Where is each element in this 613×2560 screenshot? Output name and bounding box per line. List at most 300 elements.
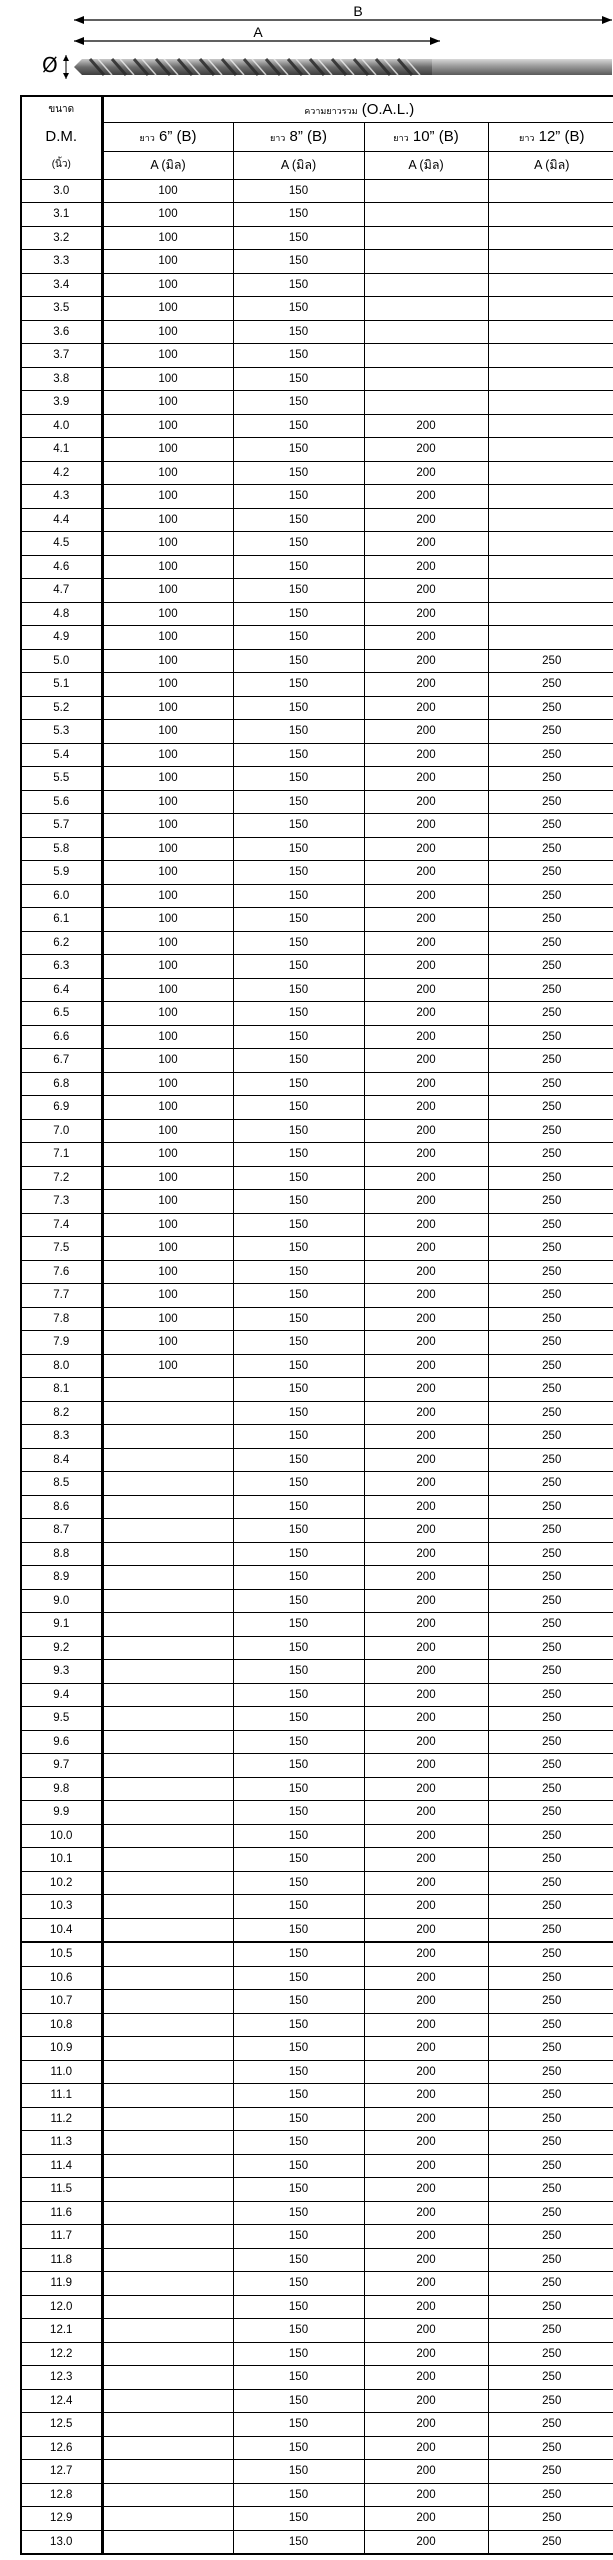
length-12-cell: 250: [488, 1425, 613, 1449]
length-6-cell: 100: [102, 579, 233, 603]
length-6-cell: 100: [102, 1096, 233, 1120]
length-12-cell: [488, 461, 613, 485]
length-8-cell: 150: [233, 1990, 364, 2014]
length-8-cell: 150: [233, 743, 364, 767]
length-6-cell: 100: [102, 931, 233, 955]
length-12-cell: [488, 273, 613, 297]
length-12-cell: 250: [488, 1730, 613, 1754]
length-12-cell: 250: [488, 931, 613, 955]
length-6-cell: 100: [102, 1213, 233, 1237]
length-6-cell: 100: [102, 837, 233, 861]
length-12-cell: 250: [488, 1824, 613, 1848]
length-6-cell: [102, 2225, 233, 2249]
length-12-cell: 250: [488, 1519, 613, 1543]
size-cell: 10.7: [21, 1990, 102, 2014]
length-10-cell: 200: [364, 508, 488, 532]
length-12-cell: 250: [488, 2178, 613, 2202]
length-6-cell: 100: [102, 884, 233, 908]
length-8-cell: 150: [233, 1942, 364, 1966]
length-6-cell: [102, 1660, 233, 1684]
size-cell: 12.5: [21, 2413, 102, 2437]
length-6-cell: 100: [102, 955, 233, 979]
table-row: [21, 1871, 613, 1895]
length-6-cell: [102, 2248, 233, 2272]
length-6-cell: [102, 2460, 233, 2484]
table-row: [21, 1918, 613, 1942]
length-8-cell: 150: [233, 1002, 364, 1026]
size-cell: 9.8: [21, 1777, 102, 1801]
length-6-cell: [102, 1871, 233, 1895]
length-6-cell: [102, 2107, 233, 2131]
diameter-line: [63, 55, 69, 79]
table-row: [21, 1824, 613, 1848]
length-10-cell: [364, 179, 488, 203]
unit-header: (นิ้ว): [21, 151, 102, 179]
length-8-cell: 150: [233, 2131, 364, 2155]
length-12-cell: 250: [488, 2060, 613, 2084]
table-row: [21, 2483, 613, 2507]
length-6-cell: [102, 2530, 233, 2554]
length-8-cell: 150: [233, 297, 364, 321]
length-6-cell: 100: [102, 696, 233, 720]
length-8-cell: 150: [233, 2389, 364, 2413]
length-10-cell: 200: [364, 1801, 488, 1825]
length-12-cell: [488, 344, 613, 368]
length-8-cell: 150: [233, 1777, 364, 1801]
table-row: [21, 508, 613, 532]
size-cell: 10.3: [21, 1895, 102, 1919]
length-6-cell: 100: [102, 1072, 233, 1096]
length-12-cell: 250: [488, 1237, 613, 1261]
length-8-cell: 150: [233, 908, 364, 932]
drill-bit-image: [74, 59, 612, 75]
length-6-cell: 100: [102, 767, 233, 791]
length-6-cell: [102, 1472, 233, 1496]
sub-a-header: A (มิล): [364, 151, 488, 179]
length-12-cell: 250: [488, 1472, 613, 1496]
length-10-cell: 200: [364, 861, 488, 885]
length-8-cell: 150: [233, 2460, 364, 2484]
size-cell: 5.8: [21, 837, 102, 861]
diameter-symbol: Ø: [42, 53, 58, 77]
length-10-cell: 200: [364, 2295, 488, 2319]
length-12-cell: 250: [488, 2154, 613, 2178]
length-6-cell: 100: [102, 250, 233, 274]
length-6-cell: [102, 1542, 233, 1566]
length-8-cell: 150: [233, 1401, 364, 1425]
length-6-cell: [102, 2178, 233, 2202]
length-12-cell: [488, 626, 613, 650]
length-12-cell: 250: [488, 1613, 613, 1637]
table-row: [21, 367, 613, 391]
length-12-cell: 250: [488, 2107, 613, 2131]
length-6-cell: [102, 1895, 233, 1919]
length-8-cell: 150: [233, 414, 364, 438]
length-6-cell: 100: [102, 908, 233, 932]
length-8-cell: 150: [233, 1260, 364, 1284]
table-row: [21, 1707, 613, 1731]
table-row: [21, 1331, 613, 1355]
length-10-cell: 200: [364, 1871, 488, 1895]
size-cell: 5.4: [21, 743, 102, 767]
length-6-cell: [102, 1707, 233, 1731]
length-6-cell: [102, 1495, 233, 1519]
length-10-cell: [364, 367, 488, 391]
length-8-cell: 150: [233, 203, 364, 227]
size-cell: 3.9: [21, 391, 102, 415]
length-10-cell: 200: [364, 1495, 488, 1519]
length-12-cell: 250: [488, 861, 613, 885]
length-8-cell: 150: [233, 2483, 364, 2507]
size-cell: 11.6: [21, 2201, 102, 2225]
length-10-cell: 200: [364, 579, 488, 603]
length-6-cell: [102, 2013, 233, 2037]
length-8-cell: 150: [233, 2154, 364, 2178]
length-10-cell: 200: [364, 1354, 488, 1378]
length-6-cell: 100: [102, 1190, 233, 1214]
length-12-cell: 250: [488, 790, 613, 814]
size-cell: 11.4: [21, 2154, 102, 2178]
length-8-cell: 150: [233, 1707, 364, 1731]
length-12-cell: 250: [488, 2530, 613, 2554]
length-10-cell: 200: [364, 414, 488, 438]
length-8-cell: 150: [233, 555, 364, 579]
length-10-cell: [364, 203, 488, 227]
size-cell: 4.1: [21, 438, 102, 462]
size-cell: 11.5: [21, 2178, 102, 2202]
size-cell: 4.0: [21, 414, 102, 438]
length-12-cell: 250: [488, 767, 613, 791]
length-12-cell: 250: [488, 1166, 613, 1190]
table-row: [21, 203, 613, 227]
length-10-cell: 200: [364, 1049, 488, 1073]
length-8-cell: 150: [233, 508, 364, 532]
table-row: [21, 485, 613, 509]
length-10-cell: 200: [364, 2131, 488, 2155]
table-row: [21, 2295, 613, 2319]
length-6-cell: 100: [102, 978, 233, 1002]
length-6-cell: [102, 2483, 233, 2507]
size-cell: 5.5: [21, 767, 102, 791]
table-row: [21, 438, 613, 462]
size-cell: 3.2: [21, 226, 102, 250]
length-8-cell: 150: [233, 2201, 364, 2225]
size-cell: 11.9: [21, 2272, 102, 2296]
length-8-cell: 150: [233, 179, 364, 203]
length-12-cell: 250: [488, 1754, 613, 1778]
length-10-cell: 200: [364, 1730, 488, 1754]
table-row: [21, 344, 613, 368]
length-6-cell: [102, 1519, 233, 1543]
length-12-cell: 250: [488, 2225, 613, 2249]
length-8-cell: 150: [233, 884, 364, 908]
length-6-cell: 100: [102, 1025, 233, 1049]
length-12-cell: [488, 391, 613, 415]
length-8-cell: 150: [233, 226, 364, 250]
length-10-cell: 200: [364, 2201, 488, 2225]
length-10-cell: 200: [364, 814, 488, 838]
length-10-cell: 200: [364, 2248, 488, 2272]
table-row: [21, 2530, 613, 2554]
length-6-cell: [102, 1918, 233, 1942]
size-cell: 6.9: [21, 1096, 102, 1120]
length-8-cell: 150: [233, 2107, 364, 2131]
table-row: [21, 2037, 613, 2061]
length-12-cell: 250: [488, 2131, 613, 2155]
table-row: [21, 1636, 613, 1660]
length-12-cell: 250: [488, 743, 613, 767]
dm-header: D.M.: [21, 122, 102, 151]
length-8-cell: 150: [233, 485, 364, 509]
length-10-cell: 200: [364, 1777, 488, 1801]
length-6-cell: [102, 1636, 233, 1660]
size-cell: 9.9: [21, 1801, 102, 1825]
length-10-cell: 200: [364, 1425, 488, 1449]
size-cell: 7.9: [21, 1331, 102, 1355]
table-row: [21, 2272, 613, 2296]
table-row: [21, 1895, 613, 1919]
table-row: [21, 2131, 613, 2155]
length-12-cell: 250: [488, 720, 613, 744]
length-12-cell: [488, 226, 613, 250]
size-cell: 9.1: [21, 1613, 102, 1637]
length-10-cell: 200: [364, 1519, 488, 1543]
size-cell: 12.7: [21, 2460, 102, 2484]
length-8-cell: 150: [233, 2530, 364, 2554]
size-cell: 12.4: [21, 2389, 102, 2413]
table-row: [21, 2154, 613, 2178]
length-10-cell: 200: [364, 1119, 488, 1143]
length-12-cell: 250: [488, 2272, 613, 2296]
size-cell: 7.3: [21, 1190, 102, 1214]
length-12-cell: 250: [488, 1801, 613, 1825]
length-10-cell: 200: [364, 2342, 488, 2366]
length-6-cell: [102, 2131, 233, 2155]
size-cell: 8.1: [21, 1378, 102, 1402]
table-row: [21, 2342, 613, 2366]
length-12-cell: 250: [488, 1378, 613, 1402]
table-row: [21, 2178, 613, 2202]
length-10-cell: 200: [364, 2460, 488, 2484]
length-8-cell: 150: [233, 344, 364, 368]
length-10-cell: 200: [364, 649, 488, 673]
length-6-cell: [102, 1589, 233, 1613]
table-row: [21, 1143, 613, 1167]
length-10-cell: 200: [364, 2178, 488, 2202]
size-cell: 10.9: [21, 2037, 102, 2061]
table-row: [21, 2084, 613, 2108]
size-cell: 13.0: [21, 2530, 102, 2554]
length-6-cell: [102, 2201, 233, 2225]
size-cell: 3.5: [21, 297, 102, 321]
length-10-cell: 200: [364, 438, 488, 462]
length-8-cell: 150: [233, 696, 364, 720]
length-6-cell: [102, 2366, 233, 2390]
length-10-cell: 200: [364, 1707, 488, 1731]
length-6-cell: 100: [102, 1166, 233, 1190]
length-6-cell: [102, 1801, 233, 1825]
length-10-cell: [364, 250, 488, 274]
table-row: [21, 1660, 613, 1684]
table-row: [21, 179, 613, 203]
length-8-cell: 150: [233, 1636, 364, 1660]
length-8-cell: 150: [233, 2295, 364, 2319]
length-6-cell: [102, 1966, 233, 1990]
length-10-cell: 200: [364, 767, 488, 791]
length-8-cell: 150: [233, 626, 364, 650]
length-12-cell: 250: [488, 1683, 613, 1707]
length-8-cell: 150: [233, 1871, 364, 1895]
length-8-cell: 150: [233, 1119, 364, 1143]
table-row: [21, 2436, 613, 2460]
table-row: [21, 532, 613, 556]
length-12-cell: 250: [488, 1213, 613, 1237]
length-10-cell: 200: [364, 1542, 488, 1566]
length-8-cell: 150: [233, 1519, 364, 1543]
length-12-cell: [488, 320, 613, 344]
length-10-cell: 200: [364, 1166, 488, 1190]
length-12-cell: [488, 438, 613, 462]
length-10-cell: 200: [364, 955, 488, 979]
length-6-cell: 100: [102, 367, 233, 391]
length-8-cell: 150: [233, 602, 364, 626]
length-8-cell: 150: [233, 1730, 364, 1754]
length-10-cell: 200: [364, 720, 488, 744]
length-8-cell: 150: [233, 273, 364, 297]
size-cell: 8.6: [21, 1495, 102, 1519]
length-12-cell: 250: [488, 1284, 613, 1308]
length-header-8: ยาว 8” (B): [233, 122, 364, 151]
size-cell: 8.0: [21, 1354, 102, 1378]
length-12-cell: 250: [488, 2507, 613, 2531]
length-6-cell: 100: [102, 649, 233, 673]
table-row: [21, 1848, 613, 1872]
length-6-cell: [102, 2342, 233, 2366]
size-cell: 9.2: [21, 1636, 102, 1660]
length-8-cell: 150: [233, 1425, 364, 1449]
length-8-cell: 150: [233, 1190, 364, 1214]
length-10-cell: 200: [364, 1966, 488, 1990]
size-cell: 12.1: [21, 2319, 102, 2343]
length-10-cell: 200: [364, 1566, 488, 1590]
table-row: [21, 2201, 613, 2225]
length-8-cell: 150: [233, 1895, 364, 1919]
length-8-cell: 150: [233, 1307, 364, 1331]
length-6-cell: 100: [102, 814, 233, 838]
length-10-cell: 200: [364, 1002, 488, 1026]
length-8-cell: 150: [233, 461, 364, 485]
length-6-cell: [102, 1942, 233, 1966]
table-row: [21, 1213, 613, 1237]
size-cell: 12.6: [21, 2436, 102, 2460]
length-8-cell: 150: [233, 1542, 364, 1566]
size-cell: 9.0: [21, 1589, 102, 1613]
length-8-cell: 150: [233, 1143, 364, 1167]
length-8-cell: 150: [233, 931, 364, 955]
size-cell: 6.6: [21, 1025, 102, 1049]
length-10-cell: 200: [364, 884, 488, 908]
length-10-cell: 200: [364, 931, 488, 955]
table-row: [21, 1495, 613, 1519]
table-row: [21, 1448, 613, 1472]
length-10-cell: 200: [364, 743, 488, 767]
length-12-cell: [488, 414, 613, 438]
length-10-cell: 200: [364, 2530, 488, 2554]
length-10-cell: 200: [364, 461, 488, 485]
table-row: [21, 1777, 613, 1801]
table-row: [21, 391, 613, 415]
length-8-cell: 150: [233, 579, 364, 603]
length-8-cell: 150: [233, 2436, 364, 2460]
length-12-cell: 250: [488, 1401, 613, 1425]
size-cell: 4.5: [21, 532, 102, 556]
length-8-cell: 150: [233, 2507, 364, 2531]
length-10-cell: 200: [364, 837, 488, 861]
length-8-cell: 150: [233, 1213, 364, 1237]
length-10-cell: 200: [364, 1448, 488, 1472]
length-8-cell: 150: [233, 532, 364, 556]
length-12-cell: 250: [488, 1942, 613, 1966]
length-12-cell: 250: [488, 1777, 613, 1801]
length-8-cell: 150: [233, 2037, 364, 2061]
size-cell: 8.5: [21, 1472, 102, 1496]
length-6-cell: 100: [102, 720, 233, 744]
length-8-cell: 150: [233, 1025, 364, 1049]
table-row: [21, 2319, 613, 2343]
length-8-cell: 150: [233, 767, 364, 791]
length-12-cell: 250: [488, 2319, 613, 2343]
length-12-cell: 250: [488, 1354, 613, 1378]
length-6-cell: [102, 2060, 233, 2084]
table-row: [21, 1683, 613, 1707]
table-row: [21, 790, 613, 814]
length-6-cell: [102, 2507, 233, 2531]
table-row: [21, 461, 613, 485]
table-row: [21, 1425, 613, 1449]
size-cell: 5.3: [21, 720, 102, 744]
length-12-cell: 250: [488, 1096, 613, 1120]
length-6-cell: 100: [102, 626, 233, 650]
length-10-cell: 200: [364, 2413, 488, 2437]
length-12-cell: 250: [488, 2201, 613, 2225]
size-cell: 5.0: [21, 649, 102, 673]
length-10-cell: 200: [364, 2436, 488, 2460]
length-10-cell: 200: [364, 1213, 488, 1237]
length-10-cell: 200: [364, 1754, 488, 1778]
length-8-cell: 150: [233, 1848, 364, 1872]
size-cell: 12.2: [21, 2342, 102, 2366]
length-12-cell: [488, 250, 613, 274]
table-row: [21, 861, 613, 885]
size-cell: 3.0: [21, 179, 102, 203]
length-10-cell: 200: [364, 673, 488, 697]
length-8-cell: 150: [233, 1683, 364, 1707]
table-row: [21, 555, 613, 579]
length-6-cell: [102, 1378, 233, 1402]
length-12-cell: [488, 579, 613, 603]
length-12-cell: 250: [488, 1871, 613, 1895]
table-row: [21, 978, 613, 1002]
table-row: [21, 579, 613, 603]
length-10-cell: 200: [364, 1072, 488, 1096]
length-6-cell: [102, 1425, 233, 1449]
length-12-cell: 250: [488, 2483, 613, 2507]
table-row: [21, 2507, 613, 2531]
size-cell: 4.4: [21, 508, 102, 532]
size-cell: 7.8: [21, 1307, 102, 1331]
oal-label: (O.A.L.): [361, 100, 415, 118]
length-8-cell: 150: [233, 1331, 364, 1355]
